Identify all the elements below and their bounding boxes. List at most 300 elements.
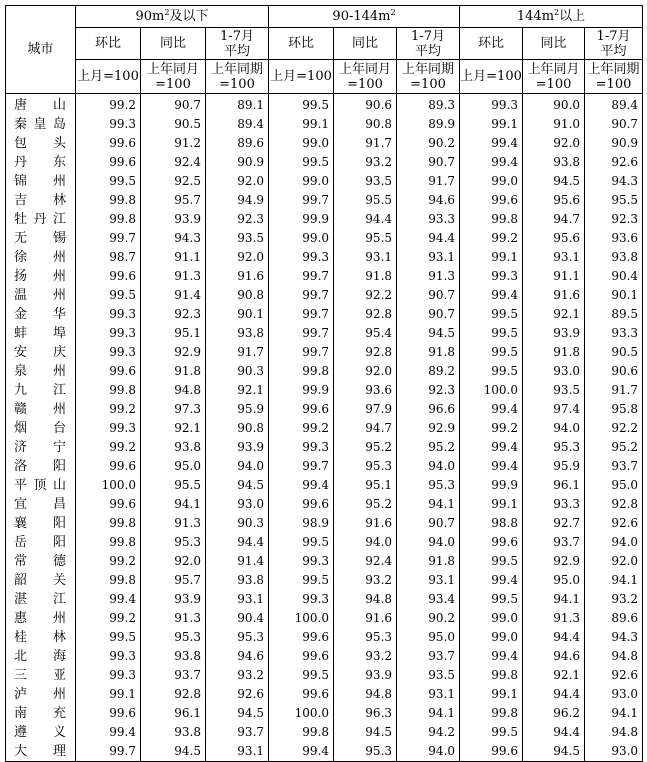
sub-header-cell [206,28,269,60]
table-row [6,400,643,419]
index-value-cell: 97.4 [523,400,585,419]
index-value-cell: 91.0 [523,115,585,134]
base-header-line1: 上年同期 [587,61,640,77]
index-value-cell: 95.3 [334,742,397,762]
sub-header-cell [334,28,397,60]
index-value-cell: 93.1 [397,685,460,704]
index-value-cell: 91.8 [397,343,460,362]
base-header-line2: =100 [155,76,191,92]
index-value-cell: 96.2 [523,704,585,723]
index-value-cell: 99.4 [76,723,141,742]
index-value-cell: 92.0 [206,248,269,267]
index-value-cell: 94.8 [334,685,397,704]
base-header-row [6,60,643,94]
index-value-cell: 93.4 [397,590,460,609]
index-value-cell: 99.3 [269,248,334,267]
table-row [6,609,643,628]
index-value-cell: 99.0 [460,172,523,191]
table-row [6,723,643,742]
index-value-cell: 91.1 [523,267,585,286]
index-value-cell: 94.2 [397,723,460,742]
city-name-cell: 徐州 [6,248,76,267]
index-value-cell: 95.2 [585,438,643,457]
index-value-cell: 92.0 [585,552,643,571]
index-value-cell: 93.5 [206,229,269,248]
index-value-cell: 94.1 [585,704,643,723]
sub-header-cell [269,28,334,60]
base-header-line1: 上年同月 [527,61,580,77]
city-name-cell: 无锡 [6,229,76,248]
base-header-line1: 上年同期 [211,61,264,77]
index-value-cell: 94.8 [334,590,397,609]
index-value-cell: 99.5 [460,324,523,343]
base-header-cell [206,60,269,94]
index-value-cell: 99.5 [460,362,523,381]
index-value-cell: 91.4 [141,286,206,305]
price-index-table-container [5,5,642,762]
index-value-cell: 92.2 [334,286,397,305]
index-value-cell: 99.3 [76,666,141,685]
index-value-cell: 99.1 [460,115,523,134]
index-value-cell: 94.5 [206,476,269,495]
city-name-cell: 泸州 [6,685,76,704]
city-name-cell: 吉林 [6,191,76,210]
city-name-cell: 宜昌 [6,495,76,514]
index-value-cell: 99.8 [76,571,141,590]
index-value-cell: 94.5 [523,742,585,762]
index-value-cell: 94.4 [523,628,585,647]
index-value-cell: 89.4 [206,115,269,134]
table-row [6,305,643,324]
base-header-line1: 上月=100 [460,69,522,84]
index-value-cell: 90.4 [206,609,269,628]
index-value-cell: 94.1 [397,704,460,723]
index-value-cell: 99.6 [460,533,523,552]
city-name-cell: 洛阳 [6,457,76,476]
city-name-cell: 金华 [6,305,76,324]
index-value-cell: 99.6 [269,400,334,419]
base-header-cell [269,60,334,94]
index-value-cell: 94.0 [334,533,397,552]
index-value-cell: 98.7 [76,248,141,267]
index-value-cell: 99.6 [460,191,523,210]
city-name-cell: 唐山 [6,94,76,116]
index-value-cell: 95.6 [523,191,585,210]
index-value-cell: 99.1 [269,115,334,134]
index-value-cell: 92.2 [585,419,643,438]
index-value-cell: 95.3 [334,457,397,476]
index-value-cell: 91.7 [206,343,269,362]
index-value-cell: 91.3 [141,609,206,628]
table-row [6,666,643,685]
index-value-cell: 99.9 [269,210,334,229]
index-value-cell: 96.1 [523,476,585,495]
base-header-cell [460,60,523,94]
index-value-cell: 94.9 [206,191,269,210]
sub-header-cell [141,28,206,60]
index-value-cell: 94.6 [206,647,269,666]
index-value-cell: 93.8 [141,723,206,742]
city-name-cell: 桂林 [6,628,76,647]
index-value-cell: 99.7 [269,267,334,286]
index-value-cell: 90.2 [397,609,460,628]
index-value-cell: 93.9 [141,590,206,609]
base-header-line2: =100 [219,76,255,92]
index-value-cell: 99.4 [76,590,141,609]
index-value-cell: 99.8 [76,381,141,400]
city-name-cell: 大理 [6,742,76,762]
index-value-cell: 99.7 [269,457,334,476]
index-value-cell: 99.3 [76,343,141,362]
index-value-cell: 93.1 [206,742,269,762]
index-value-cell: 92.0 [523,134,585,153]
index-value-cell: 99.2 [76,400,141,419]
index-value-cell: 93.3 [523,495,585,514]
index-value-cell: 91.6 [523,286,585,305]
city-name-cell: 惠州 [6,609,76,628]
index-value-cell: 92.8 [585,495,643,514]
index-value-cell: 100.0 [460,381,523,400]
group-header-small: $90m^2$及以下 [76,6,269,28]
index-value-cell: 99.8 [460,210,523,229]
index-value-cell: 94.0 [585,533,643,552]
index-value-cell: 99.6 [76,134,141,153]
sub-header-line1: 同比 [159,36,186,51]
index-value-cell: 99.6 [76,495,141,514]
index-value-cell: 94.4 [523,723,585,742]
index-value-cell: 99.5 [269,533,334,552]
index-value-cell: 90.5 [141,115,206,134]
base-header-cell [397,60,460,94]
sub-header-cell [76,28,141,60]
index-value-cell: 99.0 [269,229,334,248]
index-value-cell: 99.3 [76,324,141,343]
index-value-cell: 99.0 [460,628,523,647]
index-value-cell: 94.3 [141,229,206,248]
index-value-cell: 99.8 [76,210,141,229]
index-value-cell: 93.2 [206,666,269,685]
index-value-cell: 99.4 [460,400,523,419]
index-value-cell: 92.0 [206,172,269,191]
base-header-cell [76,60,141,94]
city-name-cell: 蚌埠 [6,324,76,343]
index-value-cell: 95.1 [334,476,397,495]
index-value-cell: 93.2 [334,571,397,590]
index-value-cell: 99.6 [76,704,141,723]
index-value-cell: 91.3 [397,267,460,286]
base-header-line2: =100 [347,76,383,92]
index-value-cell: 99.6 [269,685,334,704]
table-row [6,495,643,514]
index-value-cell: 99.6 [269,495,334,514]
index-value-cell: 90.6 [334,94,397,116]
index-value-cell: 93.0 [585,742,643,762]
table-row [6,457,643,476]
index-value-cell: 92.3 [585,210,643,229]
city-name-cell: 平顶山 [6,476,76,495]
index-value-cell: 91.7 [585,381,643,400]
index-value-cell: 90.5 [585,343,643,362]
sub-header-line1: 环比 [94,36,121,51]
index-value-cell: 93.1 [206,590,269,609]
sub-header-line2: 平均 [224,43,251,59]
sub-header-line1: 同比 [352,36,379,51]
index-value-cell: 93.7 [206,723,269,742]
index-value-cell: 99.5 [76,172,141,191]
index-value-cell: 99.5 [460,343,523,362]
index-value-cell: 90.7 [141,94,206,116]
index-value-cell: 99.0 [269,172,334,191]
index-value-cell: 91.6 [334,609,397,628]
index-value-cell: 99.2 [76,609,141,628]
sub-header-line2: 平均 [415,43,442,59]
index-value-cell: 93.2 [334,647,397,666]
index-value-cell: 95.2 [334,495,397,514]
index-value-cell: 90.7 [397,286,460,305]
index-value-cell: 93.2 [585,590,643,609]
city-name-cell: 温州 [6,286,76,305]
index-value-cell: 99.2 [76,552,141,571]
index-value-cell: 93.3 [585,324,643,343]
table-row [6,210,643,229]
index-value-cell: 94.7 [334,419,397,438]
index-value-cell: 95.5 [334,191,397,210]
index-value-cell: 94.4 [334,210,397,229]
base-header-line2: =100 [410,76,446,92]
index-value-cell: 90.9 [585,134,643,153]
index-value-cell: 92.1 [523,305,585,324]
index-value-cell: 91.7 [334,134,397,153]
index-value-cell: 94.8 [585,647,643,666]
index-value-cell: 100.0 [76,476,141,495]
index-value-cell: 99.8 [76,533,141,552]
index-value-cell: 92.9 [397,419,460,438]
index-value-cell: 99.4 [460,457,523,476]
index-value-cell: 93.9 [523,324,585,343]
index-value-cell: 91.8 [141,362,206,381]
index-value-cell: 92.6 [585,666,643,685]
sub-header-line1: 1-7月 [220,28,254,44]
table-row [6,419,643,438]
index-value-cell: 94.6 [397,191,460,210]
index-value-cell: 94.0 [206,457,269,476]
base-header-line2: =100 [535,76,572,92]
index-value-cell: 99.8 [269,723,334,742]
table-row [6,628,643,647]
table-header [6,6,643,94]
table-row [6,267,643,286]
index-value-cell: 99.9 [460,476,523,495]
index-value-cell: 93.8 [206,324,269,343]
table-row [6,172,643,191]
index-value-cell: 92.7 [523,514,585,533]
index-value-cell: 94.3 [585,628,643,647]
index-value-cell: 99.3 [76,647,141,666]
index-value-cell: 91.1 [141,248,206,267]
index-value-cell: 99.1 [460,495,523,514]
index-value-cell: 93.1 [334,248,397,267]
base-header-cell [141,60,206,94]
city-name-cell: 襄阳 [6,514,76,533]
index-value-cell: 91.3 [141,514,206,533]
index-value-cell: 90.7 [585,115,643,134]
index-value-cell: 99.7 [269,343,334,362]
index-value-cell: 93.2 [334,153,397,172]
table-row [6,381,643,400]
sub-header-cell [460,28,523,60]
index-value-cell: 94.4 [206,533,269,552]
index-value-cell: 90.3 [206,362,269,381]
city-column-header: 城市 [6,6,76,94]
index-value-cell: 92.1 [523,666,585,685]
sub-header-row [6,28,643,60]
table-row [6,343,643,362]
index-value-cell: 95.2 [397,438,460,457]
index-value-cell: 94.1 [141,495,206,514]
index-value-cell: 89.2 [397,362,460,381]
index-value-cell: 95.1 [141,324,206,343]
index-value-cell: 92.8 [334,305,397,324]
table-row [6,533,643,552]
base-header-line1: 上年同期 [402,61,455,77]
index-value-cell: 95.0 [585,476,643,495]
city-name-cell: 湛江 [6,590,76,609]
index-value-cell: 93.6 [585,229,643,248]
index-value-cell: 94.7 [523,210,585,229]
index-value-cell: 95.0 [141,457,206,476]
index-value-cell: 94.1 [397,495,460,514]
index-value-cell: 99.4 [460,647,523,666]
index-value-cell: 92.6 [206,685,269,704]
index-value-cell: 93.5 [523,381,585,400]
index-value-cell: 96.6 [397,400,460,419]
index-value-cell: 99.3 [269,552,334,571]
index-value-cell: 99.8 [460,666,523,685]
group-header-medium: $90-144m^2$ [269,6,460,28]
index-value-cell: 99.6 [76,267,141,286]
index-value-cell: 96.3 [334,704,397,723]
index-value-cell: 95.3 [334,628,397,647]
table-row [6,704,643,723]
index-value-cell: 89.4 [585,94,643,116]
index-value-cell: 99.5 [269,571,334,590]
city-name-cell: 包头 [6,134,76,153]
index-value-cell: 93.8 [141,438,206,457]
index-value-cell: 91.3 [523,609,585,628]
index-value-cell: 99.3 [76,115,141,134]
index-value-cell: 91.2 [141,134,206,153]
table-row [6,571,643,590]
index-value-cell: 99.2 [76,94,141,116]
index-value-cell: 94.5 [206,704,269,723]
city-name-cell: 常德 [6,552,76,571]
sub-header-line1: 同比 [540,36,567,51]
index-value-cell: 99.0 [460,609,523,628]
index-value-cell: 99.2 [76,438,141,457]
index-value-cell: 92.3 [206,210,269,229]
index-value-cell: 97.9 [334,400,397,419]
index-value-cell: 99.9 [269,381,334,400]
index-value-cell: 89.1 [206,94,269,116]
index-value-cell: 95.9 [523,457,585,476]
base-header-line1: 上月=100 [77,69,139,84]
index-value-cell: 99.4 [460,286,523,305]
index-value-cell: 92.5 [141,172,206,191]
index-value-cell: 94.5 [141,742,206,762]
index-value-cell: 93.8 [206,571,269,590]
city-name-cell: 扬州 [6,267,76,286]
index-value-cell: 93.6 [334,381,397,400]
index-value-cell: 90.2 [397,134,460,153]
table-row [6,191,643,210]
index-value-cell: 99.5 [269,153,334,172]
index-value-cell: 93.3 [397,210,460,229]
index-value-cell: 92.0 [141,552,206,571]
index-value-cell: 91.6 [206,267,269,286]
index-value-cell: 95.8 [585,400,643,419]
index-value-cell: 90.8 [334,115,397,134]
index-value-cell: 99.4 [269,742,334,762]
index-value-cell: 93.0 [523,362,585,381]
index-value-cell: 95.3 [523,438,585,457]
index-value-cell: 91.6 [334,514,397,533]
index-value-cell: 99.6 [76,362,141,381]
index-value-cell: 92.9 [141,343,206,362]
table-row [6,438,643,457]
city-name-cell: 遵义 [6,723,76,742]
city-name-cell: 赣州 [6,400,76,419]
sub-header-line2: 平均 [600,43,627,59]
index-value-cell: 94.5 [523,172,585,191]
index-value-cell: 91.4 [206,552,269,571]
table-row [6,514,643,533]
index-value-cell: 99.5 [460,590,523,609]
table-row [6,590,643,609]
base-header-cell [585,60,643,94]
index-value-cell: 99.8 [76,191,141,210]
index-value-cell: 99.6 [269,628,334,647]
index-value-cell: 90.7 [397,305,460,324]
group-header-row [6,6,643,28]
index-value-cell: 95.3 [397,476,460,495]
index-value-cell: 94.0 [397,742,460,762]
base-header-cell [334,60,397,94]
index-value-cell: 99.4 [460,438,523,457]
index-value-cell: 92.3 [141,305,206,324]
index-value-cell: 93.1 [397,248,460,267]
sub-header-line1: 1-7月 [411,28,445,44]
city-name-cell: 安庆 [6,343,76,362]
city-name-cell: 济宁 [6,438,76,457]
index-value-cell: 94.0 [397,533,460,552]
table-row [6,229,643,248]
index-value-cell: 92.8 [334,343,397,362]
index-value-cell: 99.3 [269,438,334,457]
group-header-large: $144m^2$以上 [460,6,643,28]
index-value-cell: 99.5 [460,552,523,571]
index-value-cell: 90.8 [206,419,269,438]
index-value-cell: 99.7 [269,191,334,210]
index-value-cell: 99.3 [460,94,523,116]
index-value-cell: 95.3 [141,628,206,647]
index-value-cell: 99.6 [76,457,141,476]
index-value-cell: 90.9 [206,153,269,172]
index-value-cell: 96.1 [141,704,206,723]
table-body [6,94,643,762]
index-value-cell: 93.8 [141,647,206,666]
city-name-cell: 烟台 [6,419,76,438]
index-value-cell: 99.6 [269,647,334,666]
